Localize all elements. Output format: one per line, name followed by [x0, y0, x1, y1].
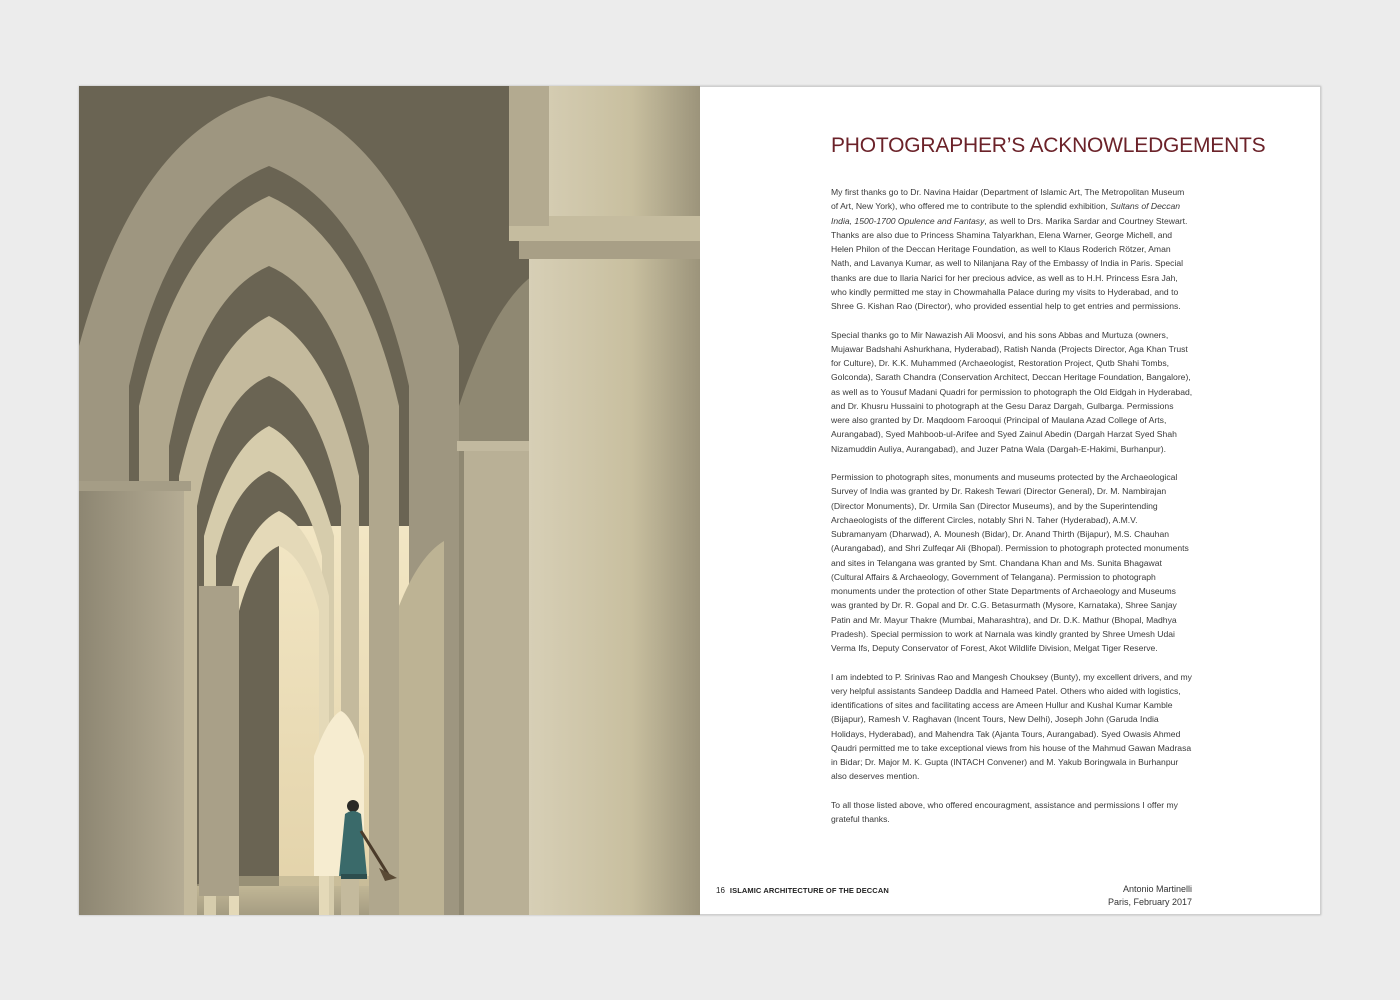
- acknowledgements-body: [831, 185, 1193, 826]
- running-head: ISLAMIC ARCHITECTURE OF THE DECCAN: [729, 886, 889, 895]
- page-folio: [716, 886, 889, 895]
- paragraph-5: To all those listed above, who offered encouragment, assistance and permissions I offer my grateful thanks.: [831, 799, 1178, 824]
- arcade-photograph: [79, 86, 700, 915]
- page-title: PHOTOGRAPHER’S ACKNOWLEDGEMENTS: [831, 134, 1266, 157]
- paragraph-4: I am indebted to P. Srinivas Rao and Mangesh Chouksey (Bunty), my excellent drivers, and my very helpful assistants Sandeep Daddla and Hameed Patel. Others who aided with logistics, identifications of sites and facilitating access are Ameen Hullur and Kushal Kumar Kamble (Bijapur), Ramesh V. Raghavan (Incent Tours, New Delhi), Joseph John (Garuda India Holidays, Hyderabad), and Mahendra Tak (Ajanta Tours, Aurangabad). Syed Owasis Ahmed Qaudri permitted me to take exceptional views from his house of the Mahmud Gawan Madrasa in Bidar; Dr. Major M. K. Gupta (INTACH Convener) and M. Yakub Boringwala in Burhanpur also deserves mention.: [831, 671, 1192, 782]
- acknowledgements-page: [700, 86, 1321, 915]
- paragraph-1: My first thanks go to Dr. Navina Haidar (Department of Islamic Art, The Metropolitan Museum of Art, New York), who offered me to contribute to the splendid exhibition, Sultans of Deccan India, 1500-1700 Opulence and Fantasy, as well to Drs. Marika Sardar and Courtney Stewart. Thanks are also due to Princess Shamina Talyarkhan, Elena Warner, George Michell, and Helen Philon of the Deccan Heritage Foundation, as well to Klaus Roderich Rötzer, Aman Nath, and Lavanya Kumar, as well to Nilanjana Ray of the Embassy of India in Paris. Special thanks are due to Ilaria Narici for her precious advice, as well as to H.H. Princess Esra Jah, who kindly permitted me stay in Chowmahalla Palace during my visits to Hyderabad, and to Shree G. Kishan Rao (Director), who provided essential help to get entries and permissions.: [831, 187, 1188, 311]
- page-number: 16: [716, 886, 725, 895]
- signature-place-date: Paris, February 2017: [1107, 897, 1192, 907]
- book-spread: [79, 86, 1321, 915]
- signature-block: [1108, 883, 1192, 909]
- signature-name: Antonio Martinelli: [1122, 884, 1192, 894]
- paragraph-3: Permission to photograph sites, monuments and museums protected by the Archaeological Survey of India was granted by Dr. Rakesh Tewari (Director General), Dr. M. Nambirajan (Director Monuments), Dr. Urmila San (Director Museums), and by the Superintending Archaeologists of the different Circles, notably Shri N. Taher (Hyderabad), A.M.V. Subramanyam (Dharwad), A. Mounesh (Bidar), Dr. Anand Thirth (Bijapur), M.S. Chauhan (Aurangabad), and Shri Zulfeqar Ali (Bhopal). Permission to photograph protected monuments and sites in Telangana was granted by Smt. Chandana Khan and Ms. Sunita Bhagawat (Cultural Affairs & Archaeology, Government of Telangana). Permission to photograph monuments under the protection of other State Departments of Archaeology and Museums was granted by Dr. R. Gopal and Dr. C.G. Betasurmath (Mysore, Karnataka), Shree Sanjay Patin and Mr. Mayur Thakre (Mumbai, Maharashtra), and Dr. D.K. Mathur (Bhopal, Madhya Pradesh). Special permission to work at Narnala was kindly granted by Shree Umesh Udai Verma Ifs, Deputy Conservator of Forest, Akot Wildlife Division, Melgat Tiger Reserve.: [831, 472, 1189, 653]
- paragraph-2: Special thanks go to Mir Nawazish Ali Moosvi, and his sons Abbas and Murtuza (owners, Mujawar Badshahi Ashurkhana, Hyderabad), Ratish Nanda (Projects Director, Aga Khan Trust for Culture), Dr. K.K. Muhammed (Archaeologist, Restoration Project, Qutb Shahi Tombs, Golconda), Sarath Chandra (Conservation Architect, Deccan Heritage Foundation, Bangalore), as well as to Yousuf Madani Quadri for permission to photograph the Old Eidgah in Hyderabad, and Dr. Khusru Hussaini to photograph at the Gesu Daraz Dargah, Gulbarga. Permissions were also granted by Dr. Maqdoom Farooqui (Principal of Maulana Azad College of Arts, Aurangabad), Syed Mahboob-ul-Arifee and Syed Zainul Abedin (Dargah Harzat Syed Shah Nizamuddin Auliya, Aurangabad), and Juzer Patna Wala (Dargah-E-Hakimi, Burhanpur).: [831, 329, 1193, 454]
